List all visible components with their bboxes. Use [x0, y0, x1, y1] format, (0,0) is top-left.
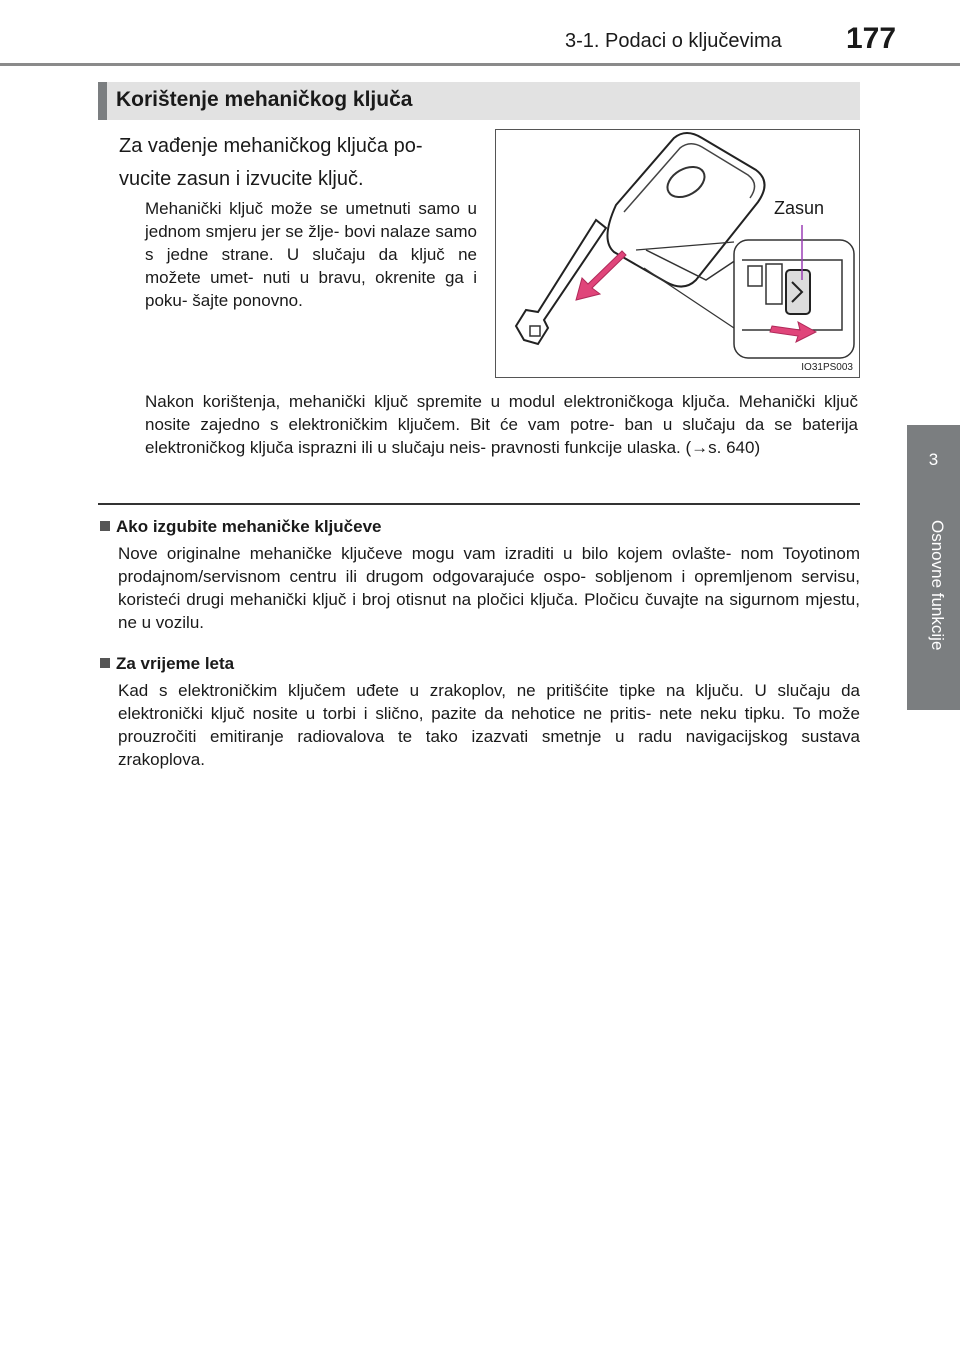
intro-instruction: Za vađenje mehaničkog ključa po- vucite zasun i izvucite ključ. [119, 135, 423, 190]
header-rule [0, 63, 960, 66]
section-title: Korištenje mehaničkog ključa [116, 88, 413, 111]
key-figure [495, 129, 860, 378]
running-header-section: 3-1. Podaci o ključevima [565, 30, 782, 52]
latch-label: Zasun [774, 198, 825, 218]
bullet-square-icon [100, 658, 110, 668]
chapter-title: Osnovne funkcije [928, 520, 947, 651]
lost-keys-body: Nove originalne mehaničke ključeve mogu vam izraditi u bilo kojem ovlašte- nom Toyotinom prodajnom/servisnom centru ili drugom odgovarajuće ospo- sobljenom i opremljenom servisu, koristeći drugi mehanički ključ i broj otisnut na pločici ključa. Pločicu čuvajte na sigurnom mjestu, ne u vozilu. [118, 544, 860, 632]
lost-keys-block [98, 515, 860, 634]
lost-keys-title: Ako izgubite mehaničke ključeve [98, 515, 860, 539]
storage-instruction: Nakon korištenja, mehanički ključ spremite u modul elektroničkoga ključa. Mehanički ključ nosite zajedno s elektroničkim ključem. Bit će vam potre- ban u slučaju da se baterija elektroničkog ključa isprazni ili u slučaju neis- pravnosti funkcije ulaska. (→s. 640) [145, 392, 858, 457]
key-insertion-note: Mehanički ključ može se umetnuti samo u jednom smjeru jer se žlje- bovi nalaze samo s jedne strane. U slučaju da ključ ne možete umet- nuti u bravu, okrenite ga i poku- šajte ponovno. [145, 199, 477, 310]
flight-title: Za vrijeme leta [98, 652, 860, 676]
bullet-square-icon [100, 521, 110, 531]
figure-code: IO31PS003 [801, 362, 853, 373]
page-number: 177 [846, 22, 897, 55]
latch-icon [786, 270, 810, 314]
key-illustration [496, 130, 859, 377]
chapter-number: 3 [928, 450, 939, 469]
section-heading-accent [98, 82, 107, 120]
flight-block [98, 652, 860, 771]
section-divider [98, 503, 860, 505]
flight-body: Kad s elektroničkim ključem uđete u zrakoplov, ne pritišćite tipke na ključu. U slučaju da elektronički ključ nosite u torbi i slično, pazite da nehotice ne pritis- nete neku tipku. To može prouzročiti emitiranje radiovalova te tako izazvati smetnje u radu navigacijskog sustava zrakoplova. [118, 681, 860, 769]
